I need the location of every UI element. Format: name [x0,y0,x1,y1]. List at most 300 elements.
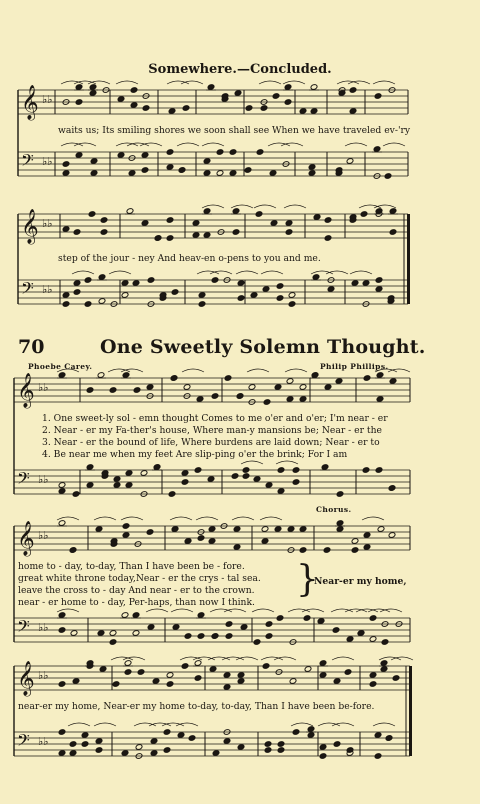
note-head [237,280,245,287]
note-head [89,90,97,97]
note-head [233,526,241,533]
slur [318,723,340,726]
note-head [292,729,300,736]
note-head [270,220,278,227]
note-head [122,532,130,539]
note-head [321,464,329,471]
note-head [256,149,264,156]
verse-lyric-b-3: leave the cross to - day And near - er to the crown. [18,585,255,596]
note-head [184,538,192,545]
slur [362,517,384,520]
note-head [166,217,174,224]
slur [210,609,232,612]
note-head [62,170,70,177]
slur [236,657,258,660]
note-head [274,384,282,391]
note-head [58,729,66,736]
slur [57,609,79,612]
note-head [229,149,237,156]
note-head [142,105,150,112]
note-head [181,663,189,670]
brace-symbol: } [296,559,319,600]
note-head [319,672,327,679]
slur [345,143,367,146]
lyricist-credit: Phoebe Carey. [28,362,93,371]
note-head [311,372,319,379]
note-head [333,741,341,748]
note-head [264,741,272,748]
note-head [86,482,94,489]
note-head [113,482,121,489]
note-head [163,729,171,736]
slur [94,517,116,520]
note-head [207,476,215,483]
note-head [97,630,105,637]
note-head [245,105,253,112]
note-head [274,526,282,533]
slur [167,81,189,84]
note-head [146,529,154,536]
final-barline [407,214,410,304]
note-head [312,274,320,281]
verse-lyric-3: 3. Near - er the bound of life, Where burdens are laid down; Near - er to [42,437,380,448]
chorus-label: Chorus. [316,505,352,514]
note-head [319,744,327,751]
treble-clef: 𝄞 [17,521,35,556]
verse-lyric-b-4: near - er home to - day, Per-haps, than now I think. [18,597,255,608]
note-head [126,208,134,215]
note-head [363,532,371,539]
bass-clef: 𝄢 [17,616,30,640]
slur [57,369,79,372]
key-signature: ♭♭ [38,529,49,542]
note-head [346,636,354,643]
note-head [392,675,400,682]
note-head [130,87,138,94]
slur [383,143,405,146]
note-head [172,624,180,631]
note-head [374,93,382,100]
note-head [166,164,174,171]
note-head [58,750,66,757]
bass-clef: 𝄢 [21,150,34,174]
note-head [380,666,388,673]
slur [208,657,230,660]
key-signature: ♭♭ [38,621,49,634]
key-signature: ♭♭ [38,381,49,394]
note-head [389,208,397,215]
verse-lyric-1: 1. One sweet-ly sol - emn thought Comes to me o'er and o'er; I'm near - er [42,413,388,424]
note-head [146,384,154,391]
slur [326,271,348,274]
note-head [140,470,148,477]
note-head [369,615,377,622]
note-head [285,229,293,236]
note-head [98,298,106,305]
note-head [265,482,273,489]
note-head [317,618,325,625]
note-head [194,675,202,682]
note-head [231,473,239,480]
note-head [198,301,206,308]
note-head [223,738,231,745]
note-head [109,639,117,646]
slur [57,517,79,520]
slur [374,205,396,208]
note-head [153,464,161,471]
note-head [166,235,174,242]
note-head [389,229,397,236]
note-head [70,630,78,637]
note-head [124,669,132,676]
note-head [152,678,160,685]
key-signature: ♭♭ [38,473,49,486]
note-head [253,476,261,483]
note-head [121,292,129,299]
note-head [262,286,270,293]
note-head [141,167,149,174]
note-head [113,476,121,483]
continuation-title: Somewhere.—Concluded. [148,62,332,77]
note-head [58,482,66,489]
note-head [319,753,327,760]
slur [241,461,263,464]
note-head [90,158,98,165]
note-head [242,467,250,474]
note-head [292,479,300,486]
note-head [99,666,107,673]
slur [276,461,298,464]
slur [181,81,203,84]
note-head [277,467,285,474]
note-head [72,491,80,498]
note-head [263,399,271,406]
treble-clef: 𝄞 [21,209,39,244]
slur [291,723,313,726]
slur [176,723,198,726]
note-head [207,84,215,91]
slur [283,81,305,84]
note-head [62,292,70,299]
slur [171,609,193,612]
note-head [198,292,206,299]
note-head [121,612,129,619]
note-head [260,105,268,112]
note-head [163,747,171,754]
note-head [272,93,280,100]
note-head [310,84,318,91]
note-head [178,167,186,174]
note-head [75,99,83,106]
note-head [299,547,307,554]
continuation-lyric-1: waits us; Its smiling shores we soon shall see When we have traveled ev-'ry [58,125,411,136]
chorus-lyric: near-er my home, Near-er my home to-day, to-day, Than I have been be-fore. [18,701,375,712]
verse-lyric-b-2: great white throne today,Near - er the crys - tal sea. [18,573,261,584]
note-head [308,170,316,177]
note-head [166,149,174,156]
note-head [376,372,384,379]
note-head [276,283,284,290]
note-head [81,741,89,748]
note-head [117,152,125,159]
note-head [197,633,205,640]
note-head [327,286,335,293]
note-head [384,173,392,180]
note-head [292,467,300,474]
note-head [88,211,96,218]
treble-clef: 𝄞 [17,661,35,696]
note-head [289,678,297,685]
note-head [304,666,312,673]
note-head [192,232,200,239]
note-head [171,289,179,296]
note-head [125,482,133,489]
note-head [351,547,359,554]
note-head [62,226,70,233]
verse-lyric-b-1: home to - day, to-day, Than I have been be - fore. [18,561,245,572]
note-head [265,621,273,628]
note-head [166,681,174,688]
key-signature: ♭♭ [38,735,49,748]
note-head [147,624,155,631]
note-head [194,467,202,474]
note-head [69,750,77,757]
note-head [265,633,273,640]
note-head [388,532,396,539]
note-head [299,526,307,533]
note-head [90,170,98,177]
final-barline [409,666,412,756]
note-head [203,232,211,239]
note-head [373,146,381,153]
note-head [133,387,141,394]
note-head [276,295,284,302]
note-head [286,378,294,385]
slur [88,81,110,84]
note-head [344,669,352,676]
note-head [132,630,140,637]
key-signature: ♭♭ [42,217,53,230]
note-head [288,292,296,299]
note-head [208,526,216,533]
note-head [225,633,233,640]
slur [254,205,276,208]
note-head [377,526,385,533]
note-head [75,152,83,159]
slur [332,723,354,726]
note-head [307,732,315,739]
note-head [237,295,245,302]
note-head [303,615,311,622]
note-head [168,491,176,498]
note-head [197,612,205,619]
note-head [141,220,149,227]
slur [232,517,254,520]
note-head [168,108,176,115]
slur [231,205,253,208]
note-head [324,235,332,242]
key-signature: ♭♭ [38,669,49,682]
note-head [69,741,77,748]
note-head [58,520,66,527]
note-head [75,84,83,91]
note-head [363,375,371,382]
note-head [223,672,231,679]
note-head [112,681,120,688]
note-head [197,535,205,542]
note-head [234,90,242,97]
note-head [73,289,81,296]
note-head [233,544,241,551]
note-head [141,152,149,159]
note-head [209,666,217,673]
note-head [224,375,232,382]
note-head [237,672,245,679]
note-head [95,738,103,745]
note-head [188,735,196,742]
note-head [332,627,340,634]
note-head [277,741,285,748]
composer-credit: Philip Phillips. [320,362,389,371]
slur [109,271,131,274]
note-head [242,473,250,480]
note-head [277,488,285,495]
note-head [128,170,136,177]
note-head [192,220,200,227]
note-head [357,630,365,637]
note-head [211,633,219,640]
slur [202,205,224,208]
note-head [360,211,368,218]
slur [259,81,281,84]
note-head [310,108,318,115]
note-head [237,678,245,685]
note-head [323,547,331,554]
note-head [299,108,307,115]
note-head [287,526,295,533]
note-head [203,158,211,165]
note-head [84,301,92,308]
note-head [244,167,252,174]
note-head [135,744,143,751]
note-head [181,479,189,486]
note-head [171,526,179,533]
continuation-lyric-2: step of the jour - ney And heav-en o-pens to you and me. [58,253,321,264]
treble-clef: 𝄞 [21,85,39,120]
note-head [285,220,293,227]
note-head [336,520,344,527]
slur [182,369,204,372]
note-head [170,375,178,382]
note-head [284,84,292,91]
slur [116,81,138,84]
note-head [58,488,66,495]
note-head [250,292,258,299]
note-head [380,660,388,667]
note-head [196,396,204,403]
note-head [122,523,130,530]
note-head [109,387,117,394]
note-head [349,87,357,94]
note-head [211,393,219,400]
note-head [121,280,129,287]
note-head [58,612,66,619]
note-head [58,681,66,688]
note-head [86,387,94,394]
note-head [58,372,66,379]
bass-clef: 𝄢 [17,468,30,492]
note-head [132,612,140,619]
note-head [150,750,158,757]
note-head [182,105,190,112]
note-head [363,544,371,551]
slur [121,517,143,520]
note-head [362,467,370,474]
note-head [369,636,377,643]
note-head [203,170,211,177]
slur [247,369,269,372]
chorus-refrain-text: Near-er my home, [314,576,407,587]
note-head [232,229,240,236]
slur [224,609,246,612]
note-head [248,384,256,391]
note-head [208,538,216,545]
slur [373,723,395,726]
slur [72,271,94,274]
note-head [284,99,292,106]
note-head [299,396,307,403]
note-head [232,208,240,215]
slur [146,609,168,612]
note-head [276,615,284,622]
note-head [385,735,393,742]
note-head [261,538,269,545]
note-head [72,678,80,685]
note-head [130,102,138,109]
note-head [212,750,220,757]
note-head [150,738,158,745]
note-head [121,750,129,757]
slur [252,609,274,612]
note-head [100,229,108,236]
note-head [73,280,81,287]
note-head [84,277,92,284]
note-head [369,672,377,679]
slur [94,723,116,726]
note-head [183,384,191,391]
slur [68,723,90,726]
note-head [89,84,97,91]
note-head [237,744,245,751]
slur [222,657,244,660]
note-head [58,627,66,634]
note-head [97,372,105,379]
note-head [324,384,332,391]
note-head [177,732,185,739]
note-head [122,372,130,379]
note-head [255,211,263,218]
note-head [225,621,233,628]
key-signature: ♭♭ [42,93,53,106]
slur [284,205,306,208]
note-head [286,396,294,403]
note-head [62,161,70,168]
slur [177,143,199,146]
note-head [388,485,396,492]
note-head [264,747,272,754]
key-signature: ♭♭ [42,155,53,168]
note-head [375,277,383,284]
